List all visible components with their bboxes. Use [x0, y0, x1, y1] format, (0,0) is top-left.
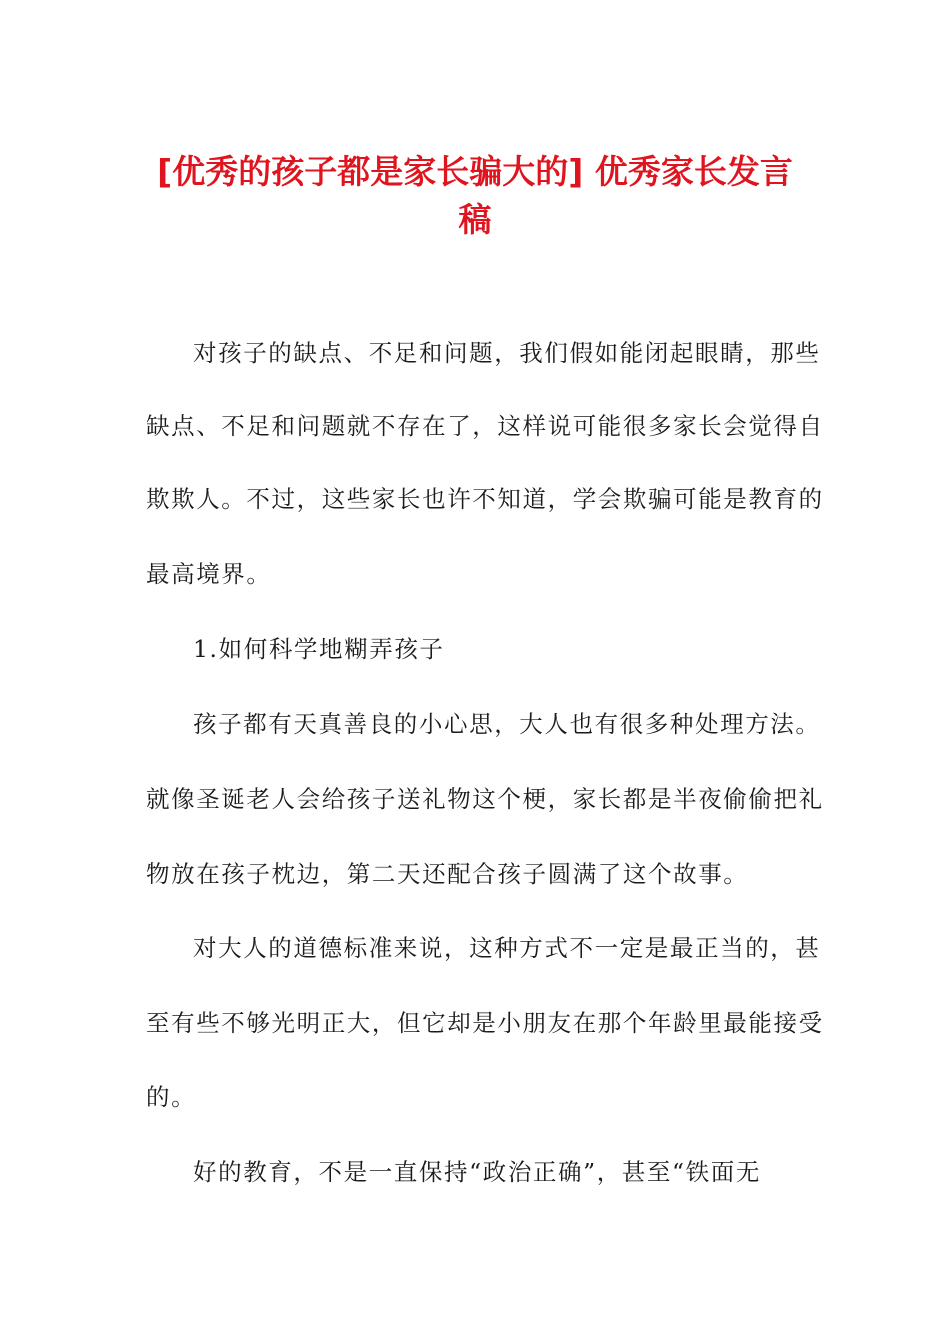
paragraph-2-line-2: 就像圣诞老人会给孩子送礼物这个梗，家长都是半夜偷偷把礼: [146, 785, 824, 813]
paragraph-3-line-3: 的。: [146, 1083, 197, 1111]
section-heading-1: 1.如何科学地糊弄孩子: [193, 635, 445, 663]
paragraph-4-line-1: 好的教育，不是一直保持“政治正确”，甚至“铁面无: [193, 1158, 761, 1186]
paragraph-1-line-4: 最高境界。: [146, 560, 272, 588]
paragraph-3-line-2: 至有些不够光明正大，但它却是小朋友在那个年龄里最能接受: [146, 1009, 824, 1037]
paragraph-1-line-1: 对孩子的缺点、不足和问题，我们假如能闭起眼睛，那些: [193, 339, 821, 367]
document-title-line-2: 稿: [458, 200, 492, 239]
paragraph-2-line-1: 孩子都有天真善良的小心思，大人也有很多种处理方法。: [193, 710, 821, 738]
paragraph-2-line-3: 物放在孩子枕边，第二天还配合孩子圆满了这个故事。: [146, 860, 749, 888]
document-title-line-1: [优秀的孩子都是家长骗大的] 优秀家长发言: [157, 152, 793, 191]
paragraph-1-line-2: 缺点、不足和问题就不存在了，这样说可能很多家长会觉得自: [146, 412, 824, 440]
paragraph-3-line-1: 对大人的道德标准来说，这种方式不一定是最正当的，甚: [193, 934, 821, 962]
paragraph-1-line-3: 欺欺人。不过，这些家长也许不知道，学会欺骗可能是教育的: [146, 485, 824, 513]
